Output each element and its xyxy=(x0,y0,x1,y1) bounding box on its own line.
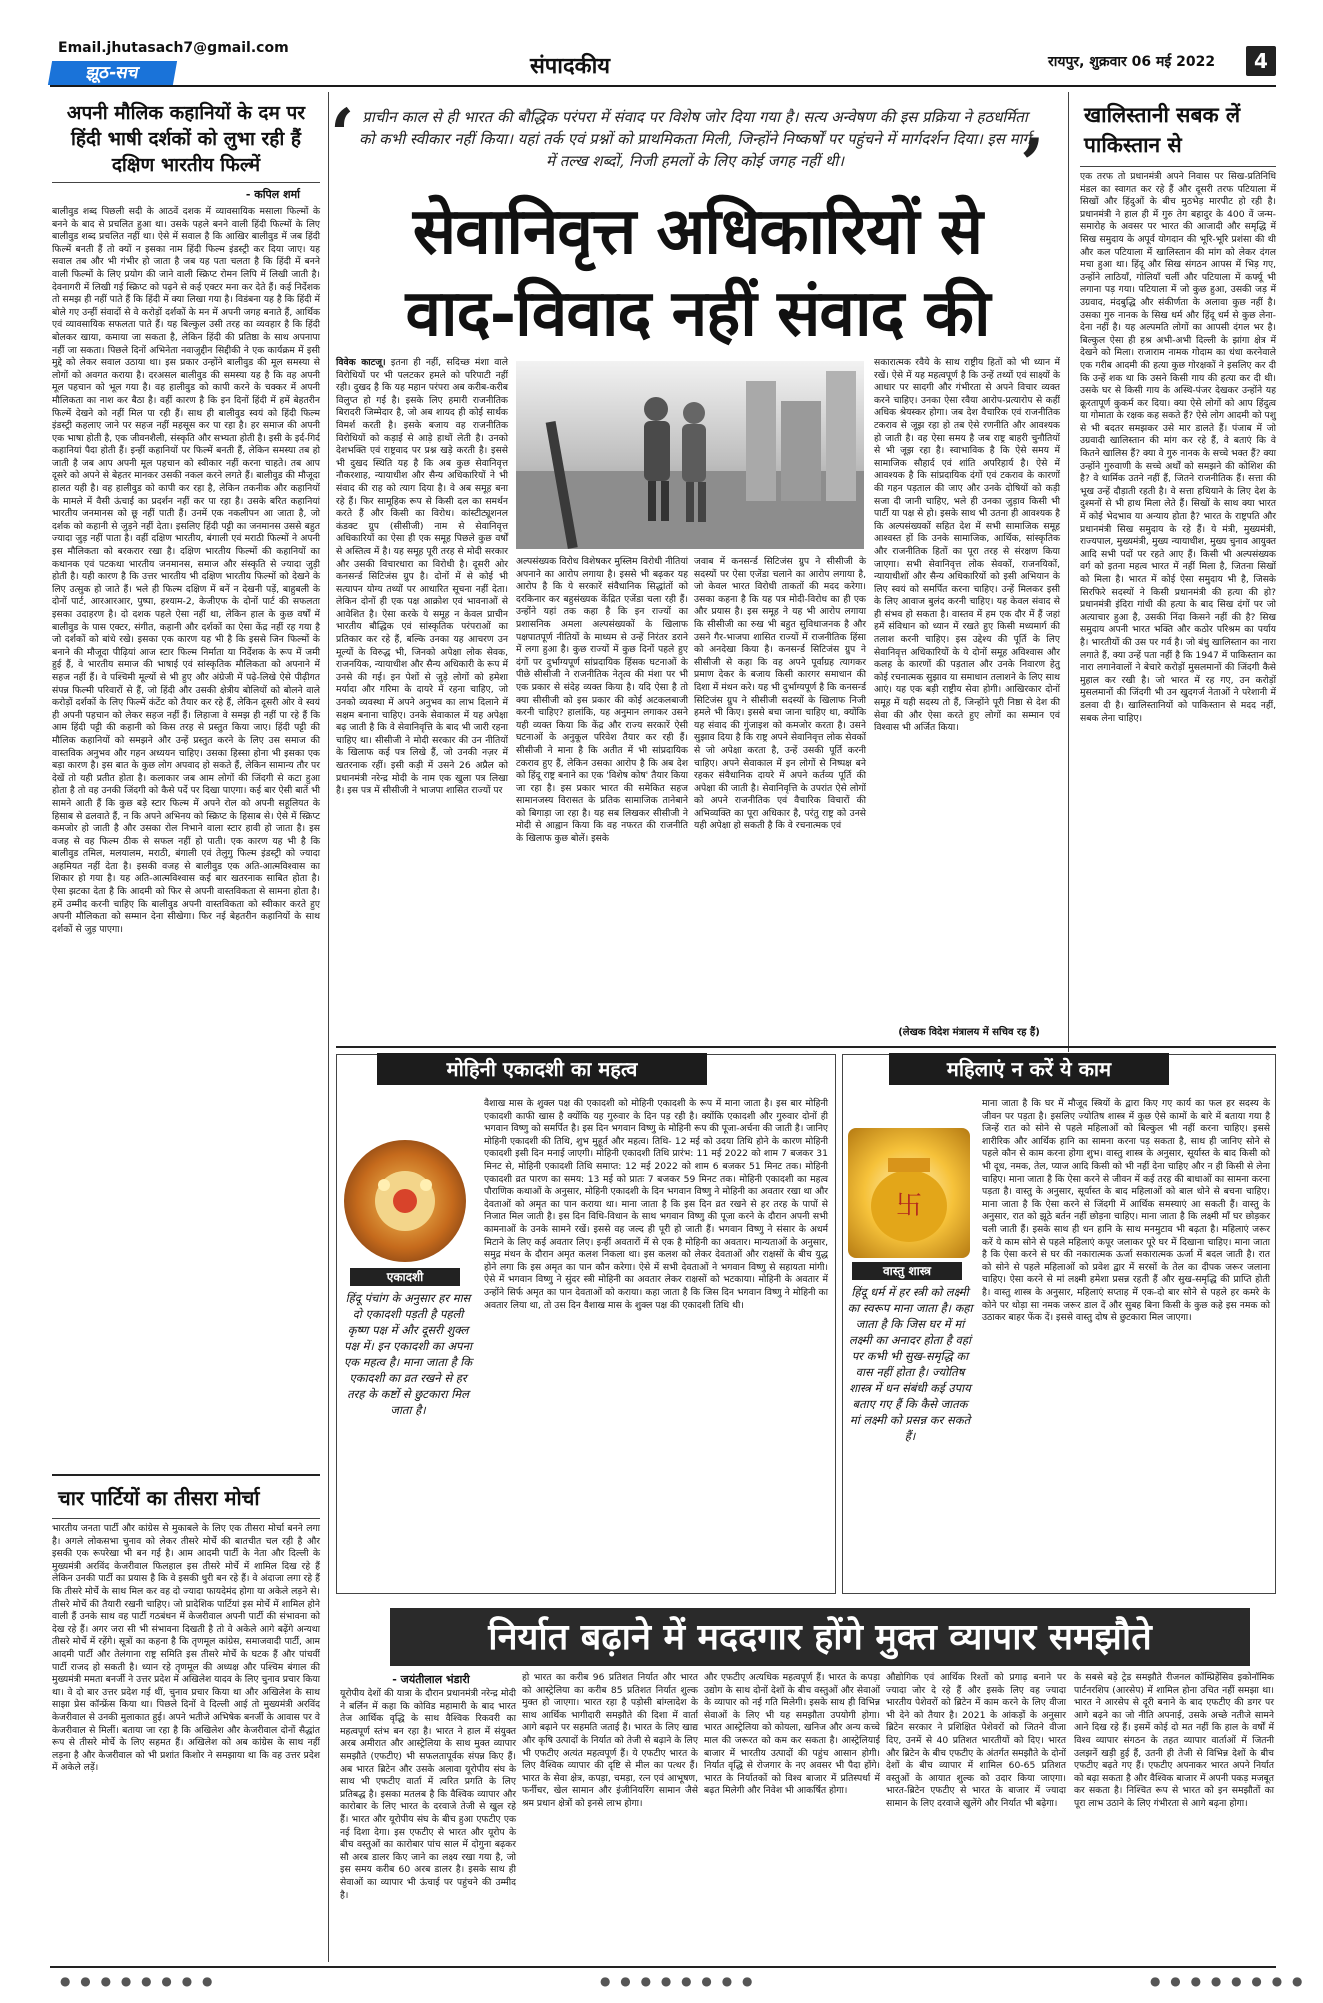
editorial-column-3-text: जवाब में कनसर्न्ड सिटिजंस ग्रुप ने सीसीजी के सदस्यों पर ऐसा एजेंडा चलाने का आरोप लगाया है, जो केवल भारत विरोधी ताकतों की मदद करेगा। उसका कहना है कि यह पत्र मोदी-विरोध का ही एक और प्रयास है। इस समूह ने यह भी आरोप लगाया कि सीसीजी का रुख भी बहुत सुविधाजनक है और उसने गैर-भाजपा शासित राज्यों में राजनीतिक हिंसा को अनदेखा किया है। कनसर्न्ड सिटिजंस ग्रुप ने सीसीजी से कहा कि वह अपने पूर्वाग्रह त्यागकर प्रमाण देकर के बजाय किसी कारगर समाधान की दिशा में मंथन करे। यह भी दुर्भाग्यपूर्ण है कि कनसर्न्ड सिटिजंस ग्रुप ने सीसीजी सदस्यों के खिलाफ निजी हमले भी किए। इससे बचा जाना चाहिए था, क्योंकि यह संवाद की गुंजाइश को कमजोर करता है। उसने सुझाव दिया है कि राष्ट्र अपने सेवानिवृत्त लोक सेवकों से जो अपेक्षा करता है, उन्हें उसकी पूर्ति करनी चाहिए। अपने सेवाकाल में इन लोगों से निष्पक्ष बने रहकर संवैधानिक दायरे में अपने कर्तव्य पूर्ति की अपेक्षा की जाती है। सेवानिवृत्ति के उपरांत ऐसे लोगों को अपने राजनीतिक एवं वैचारिक विचारों की अभिव्यक्ति का पूरा अधिकार है, परंतु राष्ट्र को उनसे यही अपेक्षा हो सकती है कि वे रचनात्मक एवं xyxy=(694,556,866,832)
mid-rule xyxy=(336,1046,1276,1048)
open-quote-mark: ‘ xyxy=(330,93,355,176)
bottom-author: - जयंतीलाल भंडारी xyxy=(392,1673,470,1686)
editorial-column-2 xyxy=(516,556,688,1036)
column-rule-left xyxy=(328,92,329,1962)
bottom-column-4: औद्योगिक एवं आर्थिक रिश्तों को प्रगाढ़ बनाने पर ज्यादा जोर दे रहे हैं और इसके लिए वह ज्यादा भारतीय पेशेवरों को ब्रिटेन में काम करने के लिए वीजा भी देने को तैयार है। 2021 के आंकड़ों के अनुसार ब्रिटेन सरकार ने प्रशिक्षित पेशेवरों को जितने वीजा दिए, उनमें से 40 प्रतिशत भारतीयों को दिए। भारत और ब्रिटेन के बीच एफटीए के अंतर्गत समझौते के दोनों देशों के बीच व्यापार में शामिल 60-65 प्रतिशत वस्तुओं के आयात शुल्क को उदार किया जाएगा। भारत-ब्रिटेन एफटीए से भारत के बाजार में ज्यादा सामान के लिए दरवाजे खुलेंगे और निर्यात भी बढ़ेगा। xyxy=(886,1672,1066,1809)
footer-rule xyxy=(50,1966,1276,1968)
editorial-column-2-text: अल्पसंख्यक विरोध विशेषकर मुस्लिम विरोधी नीतियां अपनाने का आरोप लगाया है। इससे भी बढ़कर यह आरोप है कि ये सरकारें संवैधानिक सिद्धांतों को दरकिनार कर बहुसंख्यक केंद्रित एजेंडा चला रही हैं। उन्होंने यहां तक कहा है कि इन राज्यों का प्रशासनिक अमला अल्पसंख्यकों के खिलाफ पक्षपातपूर्ण नीतियों के माध्यम से उन्हें निरंतर डराने में लगा हुआ है। कुछ राज्यों में कुछ दिनों पहले हुए दंगों पर दुर्भाग्यपूर्ण सांप्रदायिक हिंसक घटनाओं के पीछे सीसीजी ने राजनीतिक नेतृत्व की मंशा पर भी एक प्रकार से संदेह व्यक्त किया है। यदि ऐसा है तो क्या सीसीजी को इस प्रकार की कोई अटकलबाजी करनी चाहिए? हालांकि, यह अनुमान लगाकर उसने यही व्यक्त किया कि केंद्र और राज्य सरकारें ऐसी घटनाओं के अनुकूल परिवेश तैयार कर रही हैं। सीसीजी ने माना है कि अतीत में भी सांप्रदायिक टकराव हुए हैं, लेकिन उसका आरोप है कि अब देश को हिंदू राष्ट्र बनाने का एक 'विशेष कोष' तैयार किया जा रहा है। इस प्रकार भारत की समेकित सहज सामानजस्य विरासत के प्रतिक सामाजिक तानेबाने को बिगाड़ा जा रहा है। यह सब लिखकर सीसीजी ने मोदी से आह्वान किया कि वह नफरत की राजनीति के खिलाफ कुछ बोलें। इसके xyxy=(516,556,688,845)
left-story-title: अपनी मौलिक कहानियों के दम पर हिंदी भाषी दर्शकों को लुभा रही हैं दक्षिण भारतीय फिल्में xyxy=(52,96,320,183)
header-rule xyxy=(50,85,1276,87)
golden-kalash-icon xyxy=(848,1128,970,1258)
right-story-body: एक तरफ तो प्रधानमंत्री अपने निवास पर सिख-प्रतिनिधि मंडल का स्वागत कर रहे हैं और दूसरी तरफ पटियाला में सिखों और हिंदुओं के बीच मुठभेड़ मारपीट हो रही है। प्रधानमंत्री ने हाल ही में गुरु तेग बहादुर के 400 वें जन्म-समारोह के अवसर पर भारत की आजादी और समृद्धि में सिख समुदाय के अपूर्व योगदान की भूरि-भूरि प्रशंसा की थी और कल पटियाला में खालिस्तान की मांग को लेकर दंगल मचा हुआ था। हिंदू और सिख संगठन आपस में भिड़ गए, उन्होंने लाठियाँ, गोलियाँ चलीं और पटियाला में कर्फ्यू भी लगाना पड़ गया। पटियाला में जो कुछ हुआ, उसकी जड़ में उग्रवाद, मंदबुद्धि और संकीर्णता के अलावा कुछ नहीं है। उसका गुरु नानक के सिख धर्म और हिंदू धर्म से कुछ लेना-देना नहीं है। यह अल्पमति लोगों का आपसी दंगल भर है। बिल्कुल ऐसा ही हश्र अभी-अभी दिल्ली के झांगा क्षेत्र में देखने को मिला। राजाराम नामक गोदाम का धंधा करनेवाले एक गरीब आदमी की हत्या कुछ गोरक्षकों ने इसलिए कर दी कि उन्हें शक था कि उसने किसी गाय की हत्या कर दी थी। उसके घर से किसी गाय के अस्थि-पंजर देखकर उन्होंने यह क्रूरतापूर्ण कुकर्म कर दिया। क्या ऐसे लोगों को आप हिंदुत्व या गोमाता के रक्षक कह सकते हैं? ऐसे लोग आदमी को पशु से भी बदतर समझकर उसे मार डालते हैं। पंजाब में जो उग्रवादी खालिस्तान की मांग कर रहे हैं, वे बताएं कि वे कितने खालिस हैं? क्या वे गुरु नानक के सच्चे भक्त हैं? क्या उन्होंने गुरुवाणी के सच्चे अर्थों को समझने की कोशिश की है? वे धार्मिक उतने नहीं हैं, जितने राजनीतिक हैं। सत्ता की भूख उन्हें दौड़ाती रहती है। वे सत्ता हथियाने के लिए देश के दुश्मनों से भी हाथ मिला लेते हैं। सिखों के साथ क्या भारत में कोई भेदभाव या अन्याय होता है? भारत के राष्ट्रपति और प्रधानमंत्री सिख समुदाय के रहे हैं। ये मंत्री, मुख्यमंत्री, राज्यपाल, मुख्यमंत्री, मुख्य न्यायाधीश, मुख्य चुनाव आयुक्त आदि सभी पदों पर रहते आए हैं। किसी भी अल्पसंख्यक वर्ग को इतना महत्व भारत में नहीं मिला है, जितना सिखों को मिला है। भारत में कोई ऐसा समुदाय भी है, जिसके सिरफिरे सदस्यों ने किसी प्रधानमंत्री की हत्या की हो? प्रधानमंत्री इंदिरा गांधी की हत्या के बाद सिख दंगों पर जो अत्याचार हुआ है, उसकी निंदा किसने नहीं की है? सिख समुदाय अपनी भारत भक्ति और कठोर परिश्रम का पर्याय है। भारतीयों की उस पर गर्व है। जो बंधु खालिस्तान का नारा लगाते हैं, क्या उन्हें पता नहीं है कि 1947 में पाकिस्तान का नारा लगानेवालों ने बेचारे करोड़ों मुसलमानों की जिंदगी कैसे मुहाल कर रखी है। जो भारत में रह गए, उन करोड़ों मुसलमानों की जिंदगी भी उन खुदगर्ज नेताओं ने परेशानी में डलवा दी है। खालिस्तानियों को पाकिस्तान से मदद नहीं, सबक लेना चाहिए। xyxy=(1080,171,1276,724)
right-story-title: खालिस्तानी सबक लें पाकिस्तान से xyxy=(1080,96,1276,167)
footer-ornament-right: ● ● ● ● ● ● ● ● xyxy=(1150,1974,1306,1988)
left-story-author: - कपिल शर्मा xyxy=(245,188,300,201)
mohini-title: मोहिनी एकादशी का महत्व xyxy=(377,1053,707,1085)
left-divider xyxy=(52,1474,320,1476)
editorial-headline-line2: वाद-विवाद नहीं संवाद की xyxy=(405,276,990,351)
mohini-body: वैशाख मास के शुक्ल पक्ष की एकादशी को मोहिनी एकादशी के रूप में माना जाता है। इस बार मोहिनी एकादशी काफी खास है क्योंकि यह गुरुवार के दिन पड़ रही है। क्योंकि एकादशी और गुरुवार दोनों ही भगवान विष्णु को समर्पित है। इस दिन भगवान विष्णु के मोहिनी रूप की पूजा-अर्चना की जाती है। जानिए मोहिनी एकादशी की तिथि, शुभ मुहूर्त और महत्व। तिथि- 12 मई को उदया तिथि होने के कारण मोहिनी एकादशी इसी दिन मनाई जाएगी। मोहिनी एकादशी तिथि प्रारंभ: 11 मई 2022 को शाम 7 बजकर 31 मिनट से, मोहिनी एकादशी तिथि समाप्त: 12 मई 2022 को शाम 6 बजकर 51 मिनट तक। मोहिनी एकादशी व्रत पारण का समय: 13 मई को प्रातः 7 बजकर 59 मिनट तक। मोहिनी एकादशी का महत्व पौराणिक कथाओं के अनुसार, मोहिनी एकादशी के दिन भगवान विष्णु ने मोहिनी का अवतार रखा था और देवताओं को अमृत का पान कराया था। माना जाता है कि इस दिन व्रत रखने से हर तरह के पापों से निजात मिल जाती है। इस दिन विधि-विधान के साथ भगवान विष्णु की पूजा करने के दौरान अपनी सभी कामनाओं के उनके सामने रखें। इससे वह जल्द ही पूरी हो जाती हैं। भगवान विष्णु ने संसार के अधर्म मिटाने के लिए कई अवतार लिए। इन्हीं अवतारों में से एक है मोहिनी का अवतार। मान्यताओं के अनुसार, समुद्र मंथन के दौरान अमृत कलश निकला था। इस कलश को लेकर देवताओं और राक्षसों के बीच युद्ध होने लगा कि इस अमृत का पान कौन करेगा। ऐसे में सभी देवताओं ने भगवान विष्णु से सहायता मांगी। ऐसे में भगवान विष्णु ने सुंदर स्त्री मोहिनी का अवतार लेकर राक्षसों को भटकाया। मोहिनी के अवतार में उन्होंने सिर्फ अमृत का पान देवताओं को कराया। कहा जाता है कि जिस दिन भगवान विष्णु ने मोहिनी का अवतार लिया था, तो उस दिन वैशाख मास के शुक्ल पक्ष की एकादशी तिथि थी। xyxy=(484,1098,828,1311)
header-email: Email.jhutasach7@gmail.com xyxy=(58,40,289,56)
ekadashi-caption: हिंदू पंचांग के अनुसार हर मास दो एकादशी पड़ती है पहली कृष्ण पक्ष में और दूसरी शुक्ल पक्ष में। इन एकादशी का अपना एक महत्व है। माना जाता है कि एकादशी का व्रत रखने से हर तरह के कष्टों से छुटकारा मिल जाता है। xyxy=(343,1291,473,1417)
editorial-headline-line1: सेवानिवृत्त अधिकारियों से xyxy=(412,194,983,269)
bottom-column-2: हो भारत का करीब 96 प्रतिशत निर्यात और भारत को आस्ट्रेलिया का करीब 85 प्रतिशत निर्यात शुल्क मुक्त हो जाएगा। भारत रहा है पड़ोसी बांग्लादेश के साथ आर्थिक भागीदारी समझौते की दिशा में वार्ता आगे बढ़ाने पर सहमति जताई है। भारत के लिए खाद्य और कृषि उत्पादों के निर्यात को तेजी से बढ़ाने के लिए भी एफटीए अत्यंत महत्वपूर्ण हैं। ये एफटीए भारत के लिए वैश्विक व्यापार की दृष्टि से मील का पत्थर हैं। भारत के सेवा क्षेत्र, कपड़ा, चमड़ा, रत्न एवं आभूषण, फर्नीचर, खेल सामान और इंजीनियरिंग सामान जैसे श्रम प्रधान क्षेत्रों को इनसे लाभ होगा। xyxy=(522,1672,698,1809)
footer-ornament-left: ● ● ● ● ● ● ● ● xyxy=(60,1974,216,1988)
ekadashi-tag: एकादशी xyxy=(350,1268,460,1286)
dateline: रायपुर, शुक्रवार 06 मई 2022 xyxy=(1048,54,1216,70)
editorial-column-4 xyxy=(874,357,1060,1022)
editorial-byline: विवेक काटजू। xyxy=(336,357,386,368)
column-rule-right xyxy=(1068,92,1069,1052)
section-title: संपादकीय xyxy=(529,53,611,79)
left-story xyxy=(52,96,320,1466)
women-body: माना जाता है कि घर में मौजूद स्त्रियों के द्वारा किए गए कार्य का फल हर सदस्य के जीवन पर पड़ता है। इसलिए ज्योतिष शास्त्र में कुछ ऐसे कामों के बारे में बताया गया है जिन्हें रात को सोने से पहले महिलाओं को बिल्कुल भी नहीं करना चाहिए। इससे शारीरिक और आर्थिक हानि का सामना करना पड़ सकता है, साथ ही जानिए सोने से पहले कौन से काम करना होगा शुभ। वास्तु शास्त्र के अनुसार, सूर्यास्त के बाद किसी को भी दूध, नमक, तेल, प्याज आदि किसी को भी नहीं देना चाहिए और न ही किसी से लेना चाहिए। माना जाता है कि ऐसा करने से जीवन में कई तरह की बाधाओं का सामना करना पड़ता है। वास्तु के अनुसार, सूर्यास्त के बाद महिलाओं को बाल धोने से बचना चाहिए। माना जाता है कि ऐसा करने से जिंदगी में आर्थिक समस्याएं आ सकती हैं। वास्तु के अनुसार, रात को झूठे बर्तन नहीं छोड़ना चाहिए। माना जाता है कि लक्ष्मी माँ घर छोड़कर चली जाती हैं। इसके साथ ही धन हानि के साथ मनमुटाव भी बढ़ता है। महिलाएं जरूर करें ये काम सोने से पहले महिलाएं कपूर जलाकर पूरे घर में दिखाना चाहिए। माना जाता है कि ऐसा करने से घर की नकारात्मक ऊर्जा सकारात्मक ऊर्जा में बदल जाती है। रात को सोने से पहले महिलाओं को प्रवेश द्वार में सरसों के तेल का दीपक जरूर जलाना चाहिए। ऐसा करने से मां लक्ष्मी हमेशा प्रसन्न रहती हैं और सुख-समृद्धि की प्राप्ति होती है। वास्तु शास्त्र के अनुसार, महिलाएं सप्ताह में एक-दो बार सोने से पहले हर कमरे के कोने पर थोड़ा सा नमक जरूर डाल दें और सुबह बिना किसी के कुछ कहे इस नमक को उठाकर बाहर फेंक दें। इससे वास्तु दोष से छुटकारा मिल जाएगा। xyxy=(982,1098,1270,1324)
left-story-body: बालीवुड शब्द पिछली सदी के आठवें दशक में व्यावसायिक मसाला फिल्मों के बनने के बाद से प्रचलित हुआ था। उसके पहले बनने वाली हिंदी फिल्मों के लिए बालीवुड शब्द प्रचलित नहीं था। ऐसे में सवाल है कि आखिर बालीवुड में जब हिंदी फिल्में बनती हैं तो क्यों न इसका नाम हिंदी फिल्म इंडस्ट्री कर दिया जाए। यह सवाल तब और भी गंभीर हो जाता है जब यह पता चलता है कि हिंदी में बनने वाली फिल्मों के लिए प्रयोग की जाने वाली स्क्रिप्ट रोमन लिपि में लिखी जाती है। देवनागरी में लिखी गई स्क्रिप्ट को पढ़ने से कई एक्टर मना कर देते हैं। कई निर्देशक तो समझ ही नहीं पाते हैं कि हिंदी में क्या लिखा गया है। विडंबना यह है कि हिंदी में बोले गए उन्हीं संवादों से वे करोड़ों दर्शकों के मन में अपनी जगह बनाते हैं, आर्थिक एवं व्यावसायिक सफलता पाते हैं। यह बिल्कुल उसी तरह का व्यवहार है कि हिंदी बोलकर खाया, कमाया जा सकता है, लेकिन हिंदी की प्रतिष्ठा के साथ अपनापा नहीं जा सकता। पिछले दिनों अभिनेता नवाजुद्दीन सिद्दीकी ने एक कार्यक्रम में इसी मुद्दे को लेकर सवाल उठाया था। इस प्रकार उन्होंने बालीवुड की मूल समस्या से लोगों को अवगत कराया है। दरअसल बालीवुड की समस्या यह है कि वह अपनी मूल पहचान को भूल गया है। वह हालीवुड को कापी करने के चक्कर में अपनी मौलिकता का नाश कर बैठा है। वहीं कारण है कि इन दिनों हिंदी में हमें बेहतरीन फिल्में देखने को नहीं मिल पा रही हैं। साथ ही बालीवुड स्वयं को हिंदी फिल्म इंडस्ट्री कहलाए जाने पर सहज नहीं महसूस कर पा रहा है। हर समाज की अपनी एक भाषा होती है, एक जीवनशैली, संस्कृति और सभ्यता होती है। इसी के इर्द-गिर्द कहानियां पैदा होती हैं। इन्हीं कहानियों पर फिल्में बनती हैं, लेकिन समस्या तब हो जाती है जब आप अपनी मूल पहचान को स्वीकार नहीं करना चाहते। तब आप दूसरे को अपने से बेहतर मानकर उसकी नकल करने लगते हैं। बालीवुड की मौजूदा हालत यही है। वह हालीवुड को कापी कर रहा है, लेकिन तकनीक और कहानियों के मामले में वैसी ऊंचाई का प्रदर्शन नहीं कर पा रहा है। उसके बरित कहानियां भारतीय जनमानस को छू नहीं पाती हैं। उनमें एक नकलीपन आ जाता है, जो दर्शक को कहानी से जुड़ने नहीं देता। इसलिए हिंदी पट्टी का जनमानस उससे बहुत ज्यादा जुड़ नहीं पाता है। वहीं दक्षिण भारतीय, बंगाली एवं मराठी फिल्मों ने अपनी इस मौलिकता को बरकरार रखा है। दक्षिण भारतीय फिल्मों की कहानियों का कथानक एवं पटकथा भारतीय जनमानस, समाज और संस्कृति से ज्यादा जुड़ी होती है। यही कारण है कि उत्तर भारतीय भी दक्षिण भारतीय फिल्मों को देखने के लिए उत्सुक हो जाते हैं। भले ही फिल्म दक्षिण में बनें न देखनी पड़ें, बाहुबली के दोनों पार्ट, आरआरआर, पुष्पा, हश्याम-2, केजीएफ के दोनों पार्ट की सफलता इसका उदाहरण है। दो दशक पहले ऐसा नहीं था, लेकिन हाल के कुछ वर्षों में बालीवुड के पास एक्टर, संगीत, कहानी और दर्शकों का ऐसा केंद्र नहीं रह गया है जो दर्शकों को बांधे रखे। इसका एक कारण यह भी है कि इससे जिन फिल्मों के बनाने की मौजूदा पीढ़ियां आज स्टार फिल्म निर्माता या निर्देशक के रूप में जमी हुई हैं, वे भारतीय समाज की भाषाई एवं सांस्कृतिक मौलिकता को अपनाने में सहज नहीं हैं। वे पश्चिमी मूल्यों से भी हुए और अंग्रेजी में पढ़े-लिखे ऐसे पीढ़ीगत संपन्न फिल्मी परिवारों से हैं, जो हिंदी और उसकी क्षेत्रीय बोलियों को बोलने वाले करोड़ों दर्शकों के लिए फिल्में कंटेंट को तैयार कर रहे हैं, लेकिन दूसरी ओर वे स्वयं ही अपनी पहचान को लेकर सहज नहीं हैं। लिहाजा वे समझ ही नहीं पा रहे हैं कि आम हिंदी पट्टी की कहानी को किस तरह से प्रस्तुत किया जाए। हिंदी पट्टी की मौलिक कहानियों को समझने और उन्हें प्रस्तुत करने के लिए उस समाज की वास्तविक अनुभव और गहन अध्ययन चाहिए। उसका हिस्सा होना भी इसका एक बड़ा कारण है। इस बात के कुछ लोग अपवाद हो सकते हैं, लेकिन सामान्य तौर पर देखें तो यही प्रतीत होता है। कलाकार जब आम लोगों की जिंदगी से कटा हुआ होता है तो वह उनकी जिंदगी को कैसे पर्दे पर दिखा पाएगा। कई बार ऐसी बातें भी सामने आती हैं कि कुछ बड़े स्टार फिल्म में अपने रोल को अपनी सहूलियत के हिसाब से ढलवाते हैं, न कि अपने अभिनय को स्क्रिप्ट के हिसाब से। ऐसे में स्क्रिप्ट कमजोर हो जाती है और उसका रोल निभाने वाला स्टार हावी हो जाता है। इस वजह से वह फिल्म ठीक से सफल नहीं हो पाती। एक कारण यह भी है कि बालीवुड तमिल, मलयालम, मराठी, बंगाली एवं तेलुगु फिल्म इंडस्ट्री को ज्यादा अहमियत नहीं देता है। इसकी वजह से बालीवुड एक अति-आत्मविश्वास का शिकार हो गया है। यह अति-आत्मविश्वास कई बार खतरनाक साबित होता है। ऐसा झटका देता है कि आदमी को फिर से अपनी वास्तविकता से सामना होता है। हमें उम्मीद करनी चाहिए कि बालीवुड अपनी वास्तविकता को स्वीकार करते हुए अपनी मौलिकता को सम्मान देना सीखेगा। फिर नई बेहतरीन कहानियों के साथ दर्शकों से जुड़ पाएगा। xyxy=(52,206,320,935)
right-story xyxy=(1080,96,1276,1046)
vastu-image xyxy=(848,1128,970,1258)
puja-thali-icon xyxy=(344,1140,466,1262)
bottom-column-3: और एफटीए अत्यधिक महत्वपूर्ण हैं। भारत के कपड़ा उद्योग के साथ दोनों देशों के बीच वस्तुओं और सेवाओं के व्यापार को नई गति मिलेगी। इसके साथ ही विभिन्न सेवाओं के लिए भी यह समझौता उपयोगी होगा। भारत आस्ट्रेलिया को कोयला, खनिज और अन्य कच्चे माल की जरूरत को कम कर सकता है। आस्ट्रेलियाई बाजार में भारतीय उत्पादों की पहुंच आसान होगी। निर्यात वृद्धि से रोजगार के नए अवसर भी पैदा होंगे। भारत के निर्यातकों को विश्व बाजार में प्रतिस्पर्धा में बढ़त मिलेगी और निवेश भी आकर्षित होगा। xyxy=(704,1672,880,1797)
bottom-column-5: के सबसे बड़े ट्रेड समझौते रीजनल कॉम्प्रिहेंसिव इकोनॉमिक पार्टनरशिप (आरसेप) में शामिल होना उचित नहीं समझा था। भारत ने आरसेप से दूरी बनाने के बाद एफटीए की डगर पर आगे बढ़ने का जो नीति अपनाई, उसके अच्छे नतीजे सामने आने दिख रहे हैं। इसमें कोई दो मत नहीं कि हाल के वर्षों में विश्व व्यापार संगठन के तहत व्यापार वार्ताओं में जितनी उलझनें खड़ी हुई हैं, उतनी ही तेजी से विभिन्न देशों के बीच एफटीए बढ़ते गए हैं। एफटीए अपनाकर भारत अपने निर्यात को बढ़ा सकता है और वैश्विक बाजार में अपनी पकड़ मजबूत कर सकता है। निश्चित रूप से भारत को इन समझौतों का पूरा लाभ उठाने के लिए गंभीरता से आगे बढ़ना होगा। xyxy=(1074,1672,1274,1809)
elderly-couple-walking-illustration xyxy=(516,361,864,549)
vastu-tag: वास्तु शास्त्र xyxy=(852,1262,962,1280)
left-story-2 xyxy=(52,1482,320,1952)
left-story-2-body: भारतीय जनता पार्टी और कांग्रेस से मुकाबले के लिए एक तीसरा मोर्चा बनने लगा है। अगले लोकसभा चुनाव को लेकर तीसरे मोर्चे की बातचीत चल रही है और इसकी एक रूपरेखा भी बन गई है। आम आदमी पार्टी के नेता और दिल्ली के मुख्यमंत्री अरविंद केजरीवाल फिलहाल इस तीसरे मोर्चे में शामिल दिख रहे हैं लेकिन उनकी पार्टी का प्रयास है कि वे इसकी धुरी बन रहे हैं। वे अंदाजा लगा रहे हैं कि तीसरे मोर्चे के साथ मिल कर वह दो ज्यादा फायदेमंद होगा या अकेले लड़ने से। तीसरे मोर्चे की तैयारी रखनी चाहिए। जो प्रादेशिक पार्टियां इस मोर्चे में शामिल होने वाली हैं उनके साथ वह पार्टी गठबंधन में केजरीवाल अपनी पार्टी की संभावना को देख रहे हैं। अगर जरा सी भी संभावना दिखती है तो वे अकेले आगे बढ़ेंगे अन्यथा तीसरे मोर्चे में रहेंगे। सूत्रों का कहना है कि तृणमूल कांग्रेस, समाजवादी पार्टी, आम आदमी पार्टी और तेलंगाना राष्ट्र समिति इस तीसरे मोर्चे के घटक हैं और पांचवीं पार्टी राजद हो सकती है। ध्यान रहे तृणमूल की अध्यक्ष और पश्चिम बंगाल की मुख्यमंत्री ममता बनर्जी ने उत्तर प्रदेश में अखिलेश यादव के लिए चुनाव प्रचार किया था। वे दो बार उत्तर प्रदेश गई थीं, चुनाव प्रचार किया था और अखिलेश के साथ साझा प्रेस कॉन्फ्रेंस किया था। पिछले दिनों वे दिल्ली आई तो मुख्यमंत्री अरविंद केजरीवाल से उनकी मुलाकात हुई। अपने भतीजे अभिषेक बनर्जी के आवास पर वे केजरीवाल से मिलीं। बताया जा रहा है कि अखिलेश और केजरीवाल दोनों सैद्धांत रूप से तीसरे मोर्चे के लिए सहमत हैं। अखिलेश को अब कांग्रेस के साथ नहीं लड़ना है और केजरीवाल को भी प्रशांत किशोर ने समझाया था कि वह उत्तर प्रदेश में अकेले लड़ें। xyxy=(52,1523,320,1774)
editorial-column-1-text: इतना ही नहीं, सदिच्छ मंशा वाले विरोधियों पर भी पलटकर हमले को परिपाटी नहीं रही। दुखद है कि यह महान परंपरा अब करीब-करीब विलुप्त हो गई है। इसके लिए हमारी राजनीतिक बिरादरी जिम्मेदार है, जो अब शायद ही कोई सार्थक विमर्श करती है। इसके बजाय वह राजनीतिक विरोधियों को कड़ाई से आड़े हाथों लेती है। उनको देशभक्ति एवं राष्ट्रवाद पर प्रश्न खड़े करती है। इससे भी दुखद स्थिति यह है कि अब कुछ सेवानिवृत्त नौकरशाह, न्यायाधीश और सैन्य अधिकारियों ने भी संवाद की राह को त्याग दिया है। वे अब समूह बना रहे हैं। फिर सामूहिक रूप से किसी दल का समर्थन करते हैं और किसी का विरोध। कांस्टीट्यूशनल कंडक्ट ग्रुप (सीसीजी) नाम से सेवानिवृत्त अधिकारियों का ऐसा ही एक समूह पिछले कुछ वर्षों से अस्तित्व में है। यह समूह पूरी तरह से मोदी सरकार और उसकी विचारधारा का विरोधी है। दूसरी ओर कनसर्न्ड सिटिजंस ग्रुप है। दोनों में से कोई भी सत्यापन योग्य तथ्यों पर आधारित सूचना नहीं देता। लेकिन दोनों ही एक पक्ष आक्रोश एवं भावनाओं से आवेशित है। ऐसा करके ये समूह न केवल प्राचीन भारतीय बौद्धिक एवं सांस्कृतिक परंपराओं का प्रतिकार कर रहे हैं, बल्कि उनका यह आचरण उन मूल्यों के विरुद्ध भी, जिनको अपेक्षा लोक सेवक, राजनयिक, न्यायाधीश और सैन्य अधिकारी के रूप में उनसे की गई। इन पेशों से जुड़े लोगों को हमेशा मर्यादा और गरिमा के दायरे में रहना चाहिए, जो उनको व्यवस्था में अपने अनुभव का लाभ दिलाने में सक्षम बनाना चाहिए। उनके सेवाकाल में यह अपेक्षा बढ़ जाती है कि वे सेवानिवृत्ति के बाद भी जारी रहना चाहिए था। सीसीजी ने मोदी सरकार की उन नीतियों के खिलाफ कई पत्र लिखे हैं, जो उनकी नज़र में खतरनाक रहीं। इसी कड़ी में उसने 26 अप्रैल को प्रधानमंत्री नरेन्द्र मोदी के नाम एक खुला पत्र लिखा है। इस पत्र में सीसीजी ने भाजपा शासित राज्यों पर xyxy=(336,357,509,797)
editorial-column-3 xyxy=(694,556,866,1036)
ekadashi-image xyxy=(344,1140,466,1262)
svg-text:卐: 卐 xyxy=(895,1191,923,1221)
left-story-2-title: चार पार्टियों का तीसरा मोर्चा xyxy=(52,1482,320,1519)
women-title: महिलाएं न करें ये काम xyxy=(889,1053,1169,1085)
editorial-column-4-text: सकारात्मक रवैये के साथ राष्ट्रीय हितों को भी ध्यान में रखें। ऐसे में यह महत्वपूर्ण है कि उन्हें तथ्यों एवं साक्ष्यों के आधार पर सादगी और गंभीरता से अपने विचार व्यक्त करने चाहिए। उनका ऐसा रवैया आरोप-प्रत्यारोप से कहीं अधिक श्रेयस्कर होगा। जब देश वैचारिक एवं राजनीतिक टकराव से जूझ रहा हो तब ऐसे रणनीति और आवश्यक हो जाती है। वह ऐसा समय है जब राष्ट्र बाहरी चुनौतियों से भी जूझ रहा है। स्वाभाविक है कि ऐसे समय में सामाजिक सौहार्द एवं शांति अपरिहार्य है। ऐसे में आवश्यक है कि सांप्रदायिक दंगों एवं टकराव के कारणों की गहन पड़ताल की जाए और उनके दोषियों को कड़ी सजा दी जानी चाहिए, भले ही उनका जुड़ाव किसी भी पार्टी या पक्ष से हो। इसके साथ भी उतना ही आवश्यक है कि अल्पसंख्यकों सहित देश में सभी सामाजिक समूह आश्वस्त हों कि उनके सामाजिक, आर्थिक, सांस्कृतिक और राजनीतिक हितों का पूरा तरह से संरक्षण किया जाएगा। सभी सेवानिवृत्त लोक सेवकों, राजनयिकों, न्यायाधीशों और सैन्य अधिकारियों को इसी अभियान के लिए स्वयं को समर्पित करना चाहिए। उन्हें मिलकर इसी के लिए आवाज बुलंद करनी चाहिए। यह केवल संवाद से ही संभव हो सकता है। वास्तव में हम एक दौर में हैं जहां हमें संविधान को ध्यान में रखते हुए किसी मध्यमार्ग की तलाश करनी चाहिए। इस उद्देश्य की पूर्ति के लिए सेवानिवृत्त अधिकारियों के ये दोनों समूह अविश्वास और कलह के कारणों की पड़ताल और उनके निवारण हेतु कोई रचनात्मक सुझाव या समाधान तलाशने के लिए साथ आएं। यह एक बड़ी राष्ट्रीय सेवा होगी। आखिरकार दोनों समूह में यही सदस्य तो हैं, जिन्होंने पूरी निष्ठा से देश की सेवा की और ऐसा करते हुए लोगों का सम्मान एवं विश्वास भी अर्जित किया। xyxy=(874,357,1060,734)
bottom-headline: निर्यात बढ़ाने में मददगार होंगे मुक्त व्यापार समझौते xyxy=(390,1608,1250,1666)
editorial-quote: प्राचीन काल से ही भारत की बौद्धिक परंपरा में संवाद पर विशेष जोर दिया गया है। सत्य अन्वेषण की इस प्रक्रिया ने हठधर्मिता को कभी स्वीकार नहीं किया। यहां तर्क एवं प्रश्नों को प्राथमिकता मिली, जिन्होंने निष्कर्षों पर पहुंचने में मार्गदर्शन दिया। इस मार्ग में तल्ख शब्दों, निजी हमलों के लिए कोई जगह नहीं थी। xyxy=(359,108,1031,170)
editorial-column-1 xyxy=(336,357,508,1035)
editorial-photo xyxy=(516,361,864,549)
close-quote-mark: ’ xyxy=(1020,123,1045,206)
vastu-caption: हिंदू धर्म में हर स्त्री को लक्ष्मी का स्वरूप माना जाता है। कहा जाता है कि जिस घर में मां लक्ष्मी का अनादर होता है वहां पर कभी भी सुख-समृद्धि का वास नहीं होता है। ज्योतिष शास्त्र में धन संबंधी कई उपाय बताए गए हैं कि कैसे जातक मां लक्ष्मी को प्रसन्न कर सकते हैं। xyxy=(847,1285,973,1443)
page-number: 4 xyxy=(1246,46,1276,76)
footer-ornament-center: ● ● ● ● ● ● ● ● xyxy=(600,1974,756,1988)
editorial-author-note: (लेखक विदेश मंत्रालय में सचिव रह हैं) xyxy=(898,1027,1040,1038)
bottom-column-1: यूरोपीय देशों की यात्रा के दौरान प्रधानमंत्री नरेन्द्र मोदी ने बर्लिन में कहा कि कोविड महामारी के बाद भारत तेज आर्थिक वृद्धि के साथ वैश्विक रिकवरी का महत्वपूर्ण स्तंभ बन रहा है। भारत ने हाल में संयुक्त अरब अमीरात और आस्ट्रेलिया के साथ मुक्त व्यापार समझौते (एफटीए) भी सफलतापूर्वक संपन्न किए हैं। अब भारत ब्रिटेन और उसके अलावा यूरोपीय संघ के साथ भी एफटीए वार्ता में त्वरित प्रगति के लिए प्रतिबद्ध है। इसका मतलब है कि वैश्विक व्यापार और कारोबार के लिए भारत के दरवाजे तेजी से खुल रहे हैं। भारत और यूरोपीय संघ के बीच हुआ एफटीए एक नई दिशा देगा। इस एफटीए से भारत और यूरोप के बीच वस्तुओं का कारोबार पांच साल में दोगुना बढ़कर सौ अरब डालर किए जाने का लक्ष्य रखा गया है, जो इस समय करीब 60 अरब डालर है। इसके साथ ही सेवाओं का व्यापार भी ऊंचाई पर पहुंचने की उम्मीद है। xyxy=(340,1688,516,1901)
masthead-brand: झूठ-सच xyxy=(48,61,177,85)
